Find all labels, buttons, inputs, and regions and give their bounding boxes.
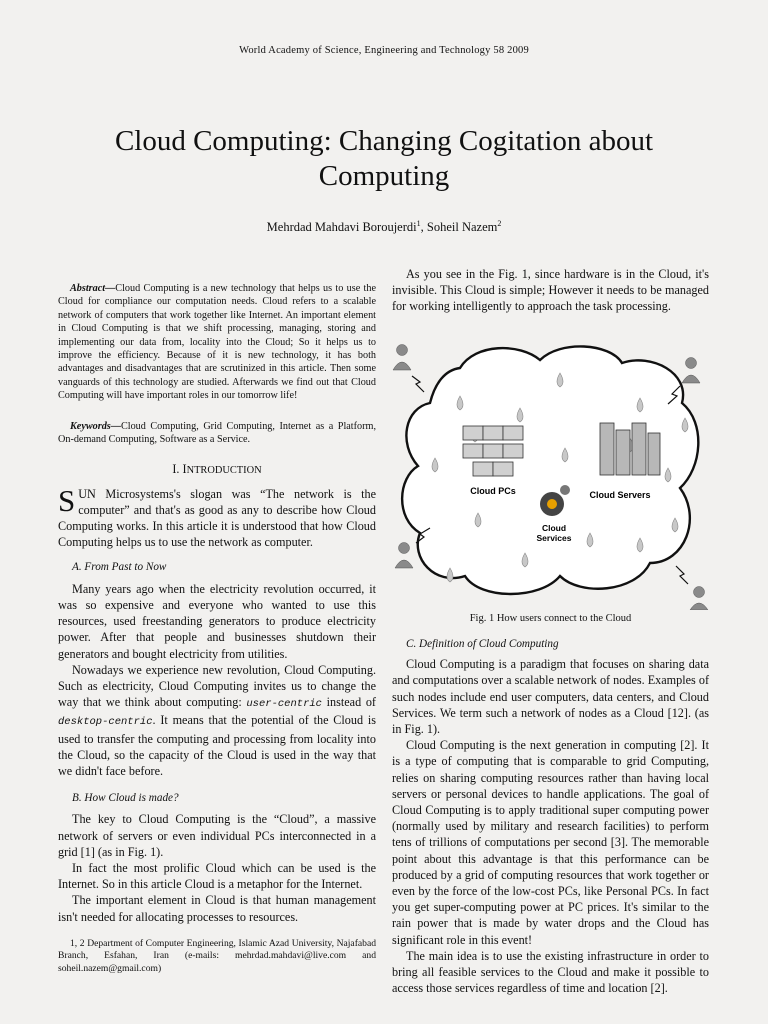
subsection-c-p2: Cloud Computing is the next generation in computing [2]. It is a type of computing that is comparable to grid Computing, relies on sharing computing resources rather than having local servers or personal devices to handle applications. The goal of Cloud Computing is to apply traditional super computing power (normally used by military and research facilities) to perform tens of trillions of computations per second [3]. The memorable point about this advantage is that this performance can be produced by a grid of computing resources that work together or even by the force of the low-cost PCs, like Personal PCs. In fact you get super-computing power at PC prices. It's similar to the rain power that is made by water drops and the Cloud has significant role in this event! <box>392 738 709 947</box>
subsection-b-p1: The key to Cloud Computing is the “Cloud”, a massive network of servers or even individual PCs interconnected in a grid [1] (as in Fig. 1). <box>58 812 376 859</box>
p2-term-user-centric: user-centric <box>246 698 322 711</box>
p2-text-c: . It means that the potential of the Cloud is used to transfer the computing and processing from locality into the Cloud, so the capacity of the Cloud is used in the way that we didn't face before. <box>58 713 376 778</box>
intro-text: UN Microsystems's slogan was “The network is the computer” and that's as good as any to describe how Cloud Computing works. In this article it is understood that how Cloud Computing helps us to use the network as computer. <box>58 486 376 550</box>
right-column-top <box>392 266 709 315</box>
section-first-letter: I <box>182 462 187 477</box>
user-icon <box>690 587 708 611</box>
user-icon <box>682 358 700 384</box>
p2-text-a: Nowadays we experience new revolution, Cloud Computing. Such as electricity, Cloud Computing invites us to change the way that we think about computing: <box>58 662 376 710</box>
right-intro-paragraph: As you see in the Fig. 1, since hardware is in the Cloud, it's invisible. This Cloud is simple; However it needs to be managed for working intelligently to approach the task processing. <box>392 267 709 314</box>
paper-title <box>60 124 708 194</box>
section-number: I. <box>172 462 183 477</box>
running-header: World Academy of Science, Engineering and Technology 58 2009 <box>239 45 529 56</box>
subsection-a-p1: Many years ago when the electricity revolution occurred, it was so expensive and everyone who wanted to use this resources, used freestanding generators to produce electricity power. After that people and businesses shutdown their generators and bought electricity from utilities. <box>58 581 376 661</box>
keywords <box>58 420 376 447</box>
abstract-text: Cloud Computing is a new technology that helps us to use the Cloud for compliance our computation needs. Cloud refers to a scalable network of computers that work together like Internet. An important element in Cloud Computing is that we shift processing, managing, storing and implementing our data from, locality into the Cloud; So it helps us to improve the efficiency. Because of it is new technology, it has both advantages and disadvantages that are scrutinized in this article. Then some vanguards of this technology are studied. Afterwards we find out that Cloud Computing will have important roles in our tomorrow life! <box>58 283 376 402</box>
footnote: 1, 2 Department of Computer Engineering, Islamic Azad University, Najafabad Branch, Esfahan, Iran (e-mails: mehrdad.mahdavi@live.com and soheil.nazem@gmail.com) <box>58 938 376 974</box>
right-column-bottom <box>392 636 709 996</box>
intro-paragraph <box>58 482 376 551</box>
p2-term-desktop-centric: desktop-centric <box>58 716 153 729</box>
title-line-2: Computing <box>318 160 450 192</box>
p2-text-b: instead of <box>322 695 376 710</box>
author-1: Mehrdad Mahdavi Boroujerdi <box>266 220 417 235</box>
author-2: Soheil Nazem <box>426 220 498 235</box>
title-line-1: Cloud Computing: Changing Cogitation about <box>114 125 654 157</box>
subsection-c-heading: C. Definition of Cloud Computing <box>406 638 559 650</box>
label-cloud-pcs: Cloud PCs <box>470 486 516 496</box>
abstract-label: Abstract— <box>70 283 116 294</box>
subsection-b-heading: B. How Cloud is made? <box>72 792 179 805</box>
figure-caption: Fig. 1 How users connect to the Cloud <box>469 613 632 624</box>
author-sep: , <box>420 220 427 235</box>
author-1-mark: 1 <box>416 219 421 228</box>
user-icon <box>395 543 413 569</box>
author-2-mark: 2 <box>497 219 502 228</box>
keywords-text: Cloud Computing, Grid Computing, Internet as a Platform, On-demand Computing, Software as a Service. <box>58 420 376 446</box>
subsection-b-p3: The important element in Cloud is that human management isn't needed for allocating processes to resources. <box>58 893 376 924</box>
section-heading-introduction <box>58 461 376 479</box>
subsection-a-p2 <box>58 662 376 779</box>
figure-cloud-diagram <box>390 338 712 610</box>
section-rest: NTRODUCTION <box>186 465 262 477</box>
keywords-label: Keywords— <box>70 420 121 432</box>
left-column <box>58 282 376 925</box>
subsection-a-heading: A. From Past to Now <box>72 561 167 574</box>
abstract <box>58 282 376 403</box>
label-cloud-services-2: Services <box>536 533 572 543</box>
label-cloud-servers: Cloud Servers <box>589 490 651 500</box>
author-line <box>0 219 768 235</box>
user-icon <box>393 345 411 371</box>
subsection-b-p2: In fact the most prolific Cloud which can be used is the Internet. So in this article Cloud is a metaphor for the Internet. <box>58 860 376 892</box>
subsection-c-p3: The main idea is to use the existing infrastructure in order to bring all feasible services to the Cloud and make it possible to access those services regardless of time and location [2]. <box>392 948 709 996</box>
dropcap: S <box>58 482 76 518</box>
subsection-c-p1: Cloud Computing is a paradigm that focuses on sharing data and computations over a scalable network of nodes. Examples of such nodes include end user computers, data centers, and Cloud Services. We term such a network of nodes as a Cloud [12]. (as in Fig. 1). <box>392 657 709 737</box>
label-cloud-services-1: Cloud <box>541 523 567 533</box>
